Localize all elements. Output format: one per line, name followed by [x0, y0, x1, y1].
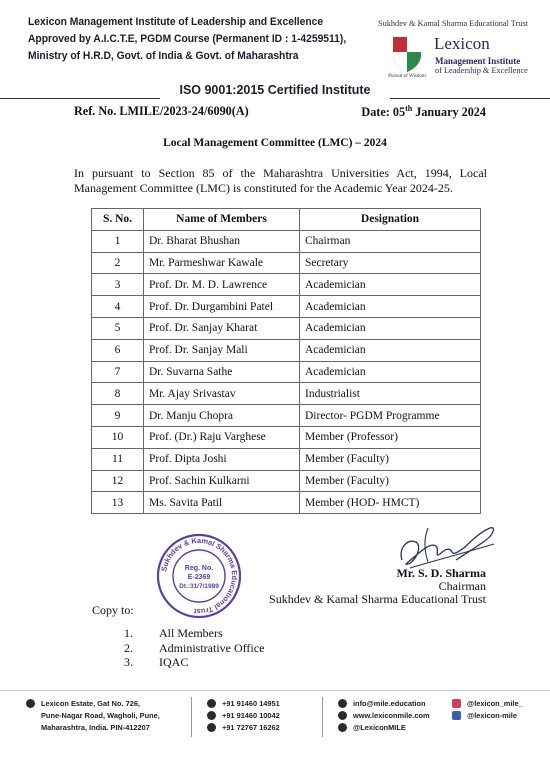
copy-to-label: Copy to: [92, 603, 134, 617]
iso-text: ISO 9001:2015 Certified Institute [179, 83, 371, 97]
row-sno: 5 [92, 317, 144, 339]
whatsapp-icon [207, 711, 216, 720]
ministry-line: Ministry of H.R.D, Govt. of India & Govt. of Maharashtra [28, 50, 299, 62]
signatory-name: Mr. S. D. Sharma [396, 566, 486, 580]
signatory-organization: Sukhdev & Kamal Sharma Educational Trust [269, 592, 486, 606]
row-sno: 10 [92, 426, 144, 448]
footer-phones: +91 91460 14951 +91 91460 10042 +91 72767 16262 [207, 697, 280, 733]
svg-text:Dt.:31/7/1989: Dt.:31/7/1989 [179, 583, 219, 590]
row-designation: Member (Professor) [300, 426, 481, 448]
copy-to-list [124, 626, 264, 670]
whatsapp-icon [207, 723, 216, 732]
row-sno: 11 [92, 448, 144, 470]
row-member-name: Prof. Dr. Durgambini Patel [144, 296, 300, 318]
facebook-icon [338, 723, 347, 732]
table-header-row [92, 209, 481, 231]
footer [0, 697, 550, 757]
row-designation: Industrialist [300, 383, 481, 405]
footer-address: Lexicon Estate, Gat No. 726, Pune-Nagar Road, Wagholi, Pune, Maharashtra, India. PIN-412207 [26, 697, 160, 733]
letter-date: Date: 05th January 2024 [361, 104, 486, 120]
row-sno: 8 [92, 383, 144, 405]
svg-text:E-2369: E-2369 [187, 574, 211, 581]
row-designation: Academician [300, 361, 481, 383]
phone-icon [207, 699, 216, 708]
row-sno: 9 [92, 405, 144, 427]
row-member-name: Ms. Savita Patil [144, 492, 300, 514]
table-row [92, 426, 481, 448]
row-designation: Member (Faculty) [300, 470, 481, 492]
row-sno: 4 [92, 296, 144, 318]
row-designation: Academician [300, 317, 481, 339]
row-designation: Academician [300, 296, 481, 318]
row-member-name: Prof. Dr. M. D. Lawrence [144, 274, 300, 296]
row-designation: Secretary [300, 252, 481, 274]
globe-icon [338, 711, 347, 720]
intro-paragraph: In pursuant to Section 85 of the Maharashtra Universities Act, 1994, Local Management Committee (LMC) is constituted for the Academic Year 2024-25. [74, 166, 487, 195]
row-sno: 6 [92, 339, 144, 361]
table-row [92, 361, 481, 383]
row-member-name: Dr. Suvarna Sathe [144, 361, 300, 383]
table-row [92, 252, 481, 274]
list-item: 1. All Members [124, 626, 223, 640]
trust-name: Sukhdev & Kamal Sharma Educational Trust [378, 19, 529, 28]
footer-separator [322, 697, 323, 737]
list-item: 2. Administrative Office [124, 640, 265, 655]
row-designation: Academician [300, 339, 481, 361]
header-designation: Designation [300, 209, 481, 231]
row-member-name: Prof. (Dr.) Raju Varghese [144, 426, 300, 448]
logo-subtitle: Management Institute [435, 56, 521, 66]
table-row [92, 383, 481, 405]
row-designation: Member (Faculty) [300, 448, 481, 470]
row-sno: 13 [92, 492, 144, 514]
logo-wordmark: Lexicon [434, 34, 490, 53]
row-sno: 1 [92, 230, 144, 252]
institute-name: Lexicon Management Institute of Leadership and Excellence [28, 16, 324, 28]
location-pin-icon [26, 699, 35, 708]
row-member-name: Mr. Parmeshwar Kawale [144, 252, 300, 274]
iso-certification [160, 80, 390, 100]
row-sno: 7 [92, 361, 144, 383]
logo-subtitle-2: of Leadership & Excellence [435, 66, 528, 75]
row-member-name: Dr. Bharat Bhushan [144, 230, 300, 252]
row-sno: 2 [92, 252, 144, 274]
signatory-role: Chairman [438, 579, 486, 593]
row-member-name: Prof. Dipta Joshi [144, 448, 300, 470]
lexicon-logo-icon [384, 32, 430, 78]
email-icon [338, 699, 347, 708]
row-designation: Chairman [300, 230, 481, 252]
svg-text:Sukhdev & Kamal Sharma Educati: Sukhdev & Kamal Sharma Educational Trust [159, 535, 240, 617]
row-member-name: Prof. Dr. Sanjay Kharat [144, 317, 300, 339]
row-member-name: Dr. Manju Chopra [144, 405, 300, 427]
table-row [92, 230, 481, 252]
table-row [92, 448, 481, 470]
trust-seal-stamp [155, 532, 243, 620]
row-sno: 3 [92, 274, 144, 296]
row-designation: Director- PGDM Programme [300, 405, 481, 427]
table-row [92, 296, 481, 318]
row-designation: Member (HOD- HMCT) [300, 492, 481, 514]
svg-text:Pursuit of Wisdom: Pursuit of Wisdom [388, 74, 426, 78]
approval-line: Approved by A.I.C.T.E, PGDM Course (Permanent ID : 1-4259511), [28, 33, 347, 45]
header-name: Name of Members [144, 209, 300, 231]
document-title: Local Management Committee (LMC) – 2024 [163, 137, 387, 149]
footer-separator [191, 697, 192, 737]
list-item: 3. IQAC [124, 655, 189, 669]
row-designation: Academician [300, 274, 481, 296]
row-member-name: Prof. Sachin Kulkarni [144, 470, 300, 492]
reference-number: Ref. No. LMILE/2023-24/6090(A) [74, 104, 249, 118]
footer-web: info@mile.education www.lexiconmile.com @LexiconMILE [338, 697, 430, 733]
linkedin-icon [452, 711, 461, 720]
row-member-name: Mr. Ajay Srivastav [144, 383, 300, 405]
header-sno: S. No. [92, 209, 144, 231]
footer-social: @lexicon_mile_ @lexicon-mile [452, 697, 523, 721]
row-member-name: Prof. Dr. Sanjay Mali [144, 339, 300, 361]
table-row [92, 470, 481, 492]
footer-divider [0, 690, 550, 691]
institute-header [28, 14, 347, 65]
instagram-icon [452, 699, 461, 708]
table-row [92, 274, 481, 296]
svg-text:Reg. No.: Reg. No. [184, 565, 214, 572]
members-table [91, 208, 481, 514]
table-row [92, 339, 481, 361]
table-row [92, 317, 481, 339]
table-row [92, 405, 481, 427]
row-sno: 12 [92, 470, 144, 492]
